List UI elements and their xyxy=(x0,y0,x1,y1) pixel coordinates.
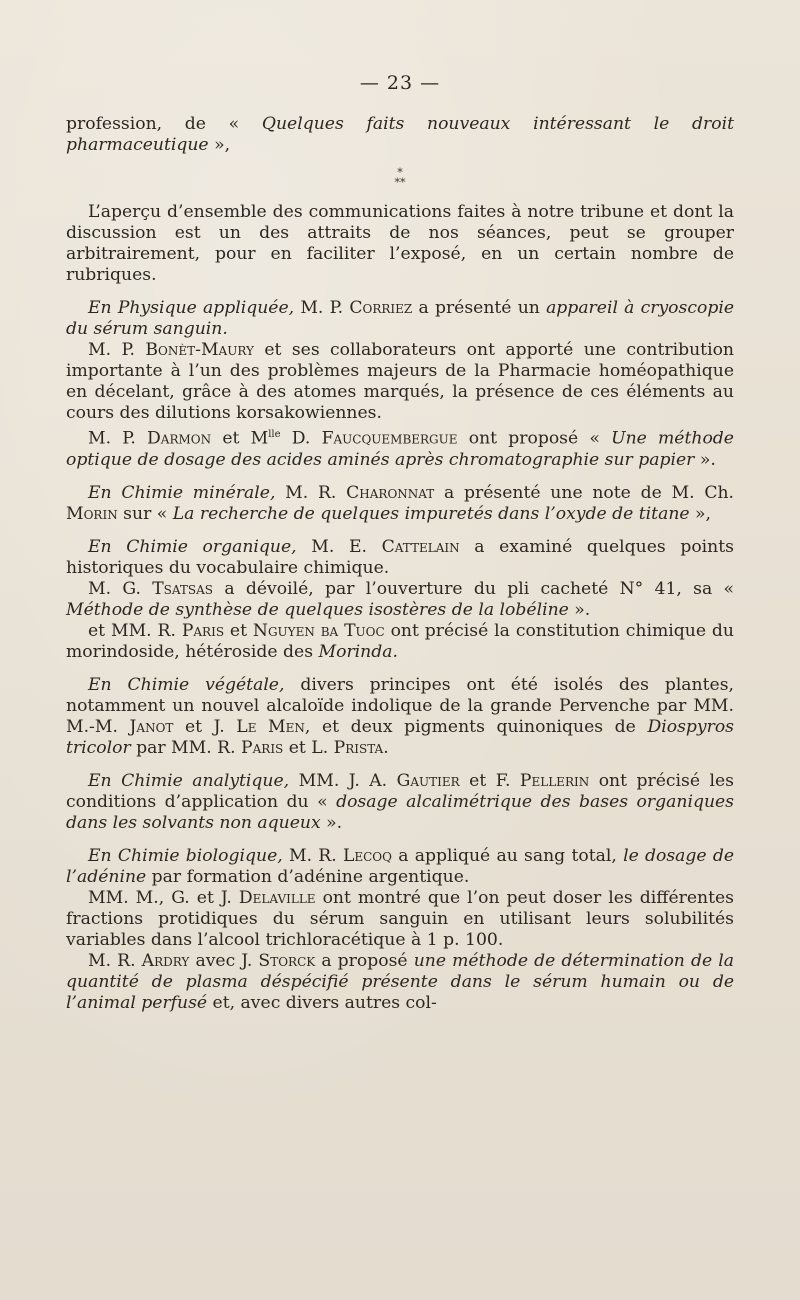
italic-text: dosage alcalimétrique des bases organiques dans les solvants non aqueux xyxy=(66,791,735,833)
text-run: sur « xyxy=(117,503,173,524)
text-run: a examiné quelques points historiques du vocabulaire chimique. xyxy=(66,536,734,578)
author-name: Delaville xyxy=(238,887,316,908)
paragraph-physique xyxy=(66,298,734,340)
paragraph-tsatsas xyxy=(66,579,734,621)
author-name: Le Men xyxy=(236,716,305,737)
text-run: M. P. xyxy=(294,298,350,318)
paragraph-profession xyxy=(66,114,734,156)
text-run: et MM. R. xyxy=(88,620,182,641)
text-run: M. P. xyxy=(88,340,146,360)
text-run: MM. J. A. xyxy=(289,770,397,791)
italic-text: Une méthode optique de dosage des acides aminés après chromatographie sur papier xyxy=(66,428,734,470)
text-run: , et deux pigments quinoniques de xyxy=(304,716,648,737)
body-text xyxy=(66,114,734,1026)
text-run: et xyxy=(224,620,253,641)
paragraph-chimie-vegetale xyxy=(66,675,734,759)
text-run: et J. xyxy=(173,716,237,737)
author-name: Lecoq xyxy=(342,845,392,866)
page-number: — 23 — xyxy=(359,72,441,94)
text-run: M. E. xyxy=(296,536,382,557)
paragraph-ardry xyxy=(66,951,734,1014)
author-name: Pellerin xyxy=(519,770,590,791)
text-run: a appliqué au sang total, xyxy=(391,845,624,866)
text-run: ». xyxy=(320,812,343,833)
italic-text: En Chimie végétale, xyxy=(88,674,285,695)
author-name: Janot xyxy=(129,716,174,737)
paragraph-chimie-minerale xyxy=(66,483,734,525)
text-run: ont proposé « xyxy=(457,428,612,449)
section-separator-asterisks xyxy=(66,168,734,188)
italic-text: En Chimie biologique, xyxy=(88,845,283,866)
text-run: avec J. xyxy=(189,950,259,971)
author-name: Darmon xyxy=(147,428,212,449)
text-run: et M xyxy=(211,428,269,449)
text-run: M. P. xyxy=(88,428,148,449)
paragraph-chimie-organique xyxy=(66,537,734,579)
italic-text: le dosage de l’adénine xyxy=(66,845,735,887)
author-name: Corriez xyxy=(349,298,413,318)
paragraph-paris-nguyen xyxy=(66,621,734,663)
italic-text: La recherche de quelques impuretés dans l’oxyde de titane xyxy=(172,503,690,524)
paragraph-delaville xyxy=(66,888,734,951)
text-run: et ses collaborateurs ont apporté une contribution importante à l’un des problèmes majeurs de la Pharmacie homéopathique en décelant, grâce à des atomes marqués, la présence de ces éléments au cours des dilutions korsakowiennes. xyxy=(66,340,734,423)
text-run: », xyxy=(208,135,231,155)
text-run: et, avec divers autres col- xyxy=(207,992,437,1013)
text-run: », xyxy=(689,503,712,524)
text-run: M. R. xyxy=(282,845,343,866)
author-name: Gautier xyxy=(396,770,460,791)
italic-text: En Chimie minérale, xyxy=(88,482,276,503)
text-run: M. G. xyxy=(88,578,153,599)
author-name: Tsatsas xyxy=(152,578,214,599)
text-run: M. R. xyxy=(275,482,347,503)
text-run: par formation d’adénine argentique. xyxy=(146,866,470,887)
author-name: Charonnat xyxy=(346,482,435,503)
author-name: Morin xyxy=(66,503,118,524)
author-name: Paris xyxy=(181,620,225,641)
paragraph-chimie-biologique xyxy=(66,846,734,888)
text-run: divers principes ont été isolés des plantes, notamment un nouvel alcaloïde indolique de la grande Pervenche par MM. M.-M. xyxy=(66,674,734,737)
asterisk-bottom: ** xyxy=(394,176,406,189)
italic-text: Méthode de synthèse de quelques isostères de la lobéline xyxy=(66,599,569,620)
text-run: ont précisé la constitution chimique du morindoside, hétéroside des xyxy=(66,620,734,662)
superscript-text: lle xyxy=(268,429,281,440)
text-run: ont montré que l’on peut doser les différentes fractions protidiques du sérum sanguin en utilisant leurs solubilités variables dans l’alcool trichloracétique à 1 p. 100. xyxy=(66,887,734,950)
text-run: par MM. R. xyxy=(130,737,242,758)
paragraph-darmon xyxy=(66,424,734,471)
italic-text: une méthode de détermination de la quantité de plasma déspécifié présente dans le sérum humain ou de l’animal perfusé xyxy=(66,950,734,1013)
author-name: Cattelain xyxy=(381,536,460,557)
italic-text: Quelques faits nouveaux intéressant le droit pharmaceutique xyxy=(66,114,734,155)
text-run: D. xyxy=(280,428,322,449)
author-name: Prista xyxy=(333,737,384,758)
asterisk-top: * xyxy=(397,166,403,179)
text-run: . xyxy=(383,737,389,758)
italic-text: En Physique appliquée, xyxy=(88,298,295,318)
author-name: Bonèt-Maury xyxy=(145,340,254,360)
italic-text: Diospyros tricolor xyxy=(66,716,734,758)
author-name: Ardry xyxy=(141,950,190,971)
text-run: et F. xyxy=(459,770,520,791)
text-run: MM. M., G. et J. xyxy=(88,887,239,908)
text-run: L’aperçu d’ensemble des communications faites à notre tribune et dont la discussion est un des attraits de nos séances, peut se grouper arbitrairement, pour en faciliter l’exposé, en un certain nombre de rubriques. xyxy=(66,202,734,285)
italic-text: Morinda. xyxy=(318,641,398,662)
text-run: a dévoilé, par l’ouverture du pli cacheté N° 41, sa « xyxy=(213,578,734,599)
text-run: a présenté une note de M. Ch. xyxy=(434,482,735,503)
text-run: ». xyxy=(694,449,716,470)
text-run: a proposé xyxy=(315,950,414,971)
author-name: Nguyen ba Tuoc xyxy=(252,620,385,641)
text-run: ont précisé les conditions d’application du « xyxy=(66,770,734,812)
text-run: profession, de « xyxy=(66,114,262,134)
italic-text: En Chimie analytique, xyxy=(88,770,290,791)
text-run: ». xyxy=(568,599,591,620)
italic-text: appareil à cryoscopie du sérum sanguin. xyxy=(66,298,734,339)
text-run: et L. xyxy=(283,737,334,758)
author-name: Faucquembergue xyxy=(321,428,458,449)
paragraph-bonet-maury xyxy=(66,340,734,424)
paragraph-overview xyxy=(66,202,734,286)
text-run: M. R. xyxy=(88,950,142,971)
paragraph-chimie-analytique xyxy=(66,771,734,834)
text-run: a présenté un xyxy=(412,298,547,318)
author-name: Paris xyxy=(241,737,284,758)
author-name: Storck xyxy=(258,950,316,971)
italic-text: En Chimie organique, xyxy=(88,536,297,557)
